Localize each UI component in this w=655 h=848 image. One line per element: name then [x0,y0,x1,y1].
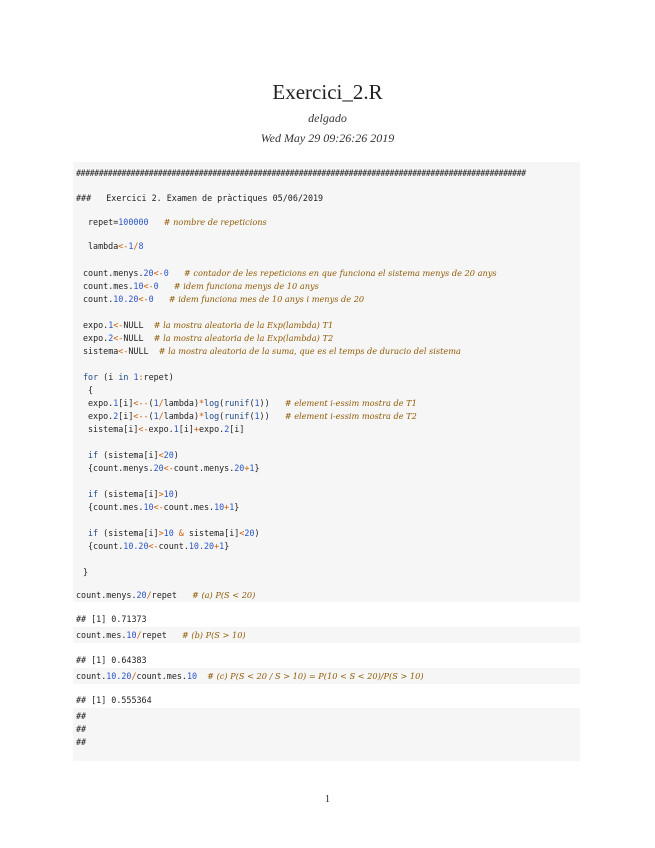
document-title: Exercici_2.R [272,80,383,104]
code-heading: ### Exercici 2. Examen de pràctiques 05/06/2019 [76,193,324,203]
page-number: 1 [325,794,330,805]
output-c: ## [1] 0.555364 [76,695,152,705]
code-line-count2: count.mes.10<-0 # idem funciona menys de 10 anys [83,281,319,291]
code-line-qb: count.mes.10/repet # (b) P(S > 10) [76,630,246,640]
code-line-qc: count.10.20/count.mes.10 # (c) P(S < 20 / S > 10) = P(10 < S < 20)/P(S > 10) [76,671,424,681]
code-line-if3-body: {count.10.20<-count.10.20+1} [88,541,230,551]
comment-expo2: # la mostra aleatoria de la Exp(lambda) T2 [153,333,334,343]
code-hash-rule: ################################################################################################### [76,168,526,178]
comment-qc: # (c) P(S < 20 / S > 10) = P(10 < S < 20)/P(S > 10) [207,671,424,681]
code-line-lambda: lambda<-1/8 [88,241,144,251]
code-line-loop1: expo.1[i]<--(1/lambda)*log(runif(1)) # element i-essim mostra de T1 [88,398,417,408]
output-empty-2: ## [76,724,87,734]
comment-count3: # idem funciona mes de 10 anys i menys de 20 [168,294,365,304]
code-line-qa: count.menys.20/repet # (a) P(S < 20) [76,590,256,600]
code-line-if3: if (sistema[i]>10 & sistema[i]<20) [88,528,260,538]
code-line-for: for (i in 1:repet) [83,372,174,382]
code-line-expo2: expo.2<-NULL # la mostra aleatoria de la Exp(lambda) T2 [83,333,334,343]
comment-loop1: # element i-essim mostra de T1 [284,398,417,408]
output-empty-3: ## [76,737,87,747]
comment-repet: # nombre de repeticions [163,217,267,227]
comment-loop2: # element i-essim mostra de T2 [284,411,417,421]
code-line-if2: if (sistema[i]>10) [88,489,179,499]
code-line-sistema: sistema<-NULL # la mostra aleatoria de la suma, que es el temps de duracio del sistema [83,346,461,356]
code-line-brace-open: { [88,385,94,395]
document-author: delgado [308,111,347,125]
code-line-count1: count.menys.20<-0 # contador de les repeticions en que funciona el sistema menys de 20 anys [83,268,497,278]
comment-sistema: # la mostra aleatoria de la suma, que es el temps de duracio del sistema [158,346,461,356]
code-line-if1: if (sistema[i]<20) [88,450,179,460]
output-b: ## [1] 0.64383 [76,655,147,665]
code-line-loop2: expo.2[i]<--(1/lambda)*log(runif(1)) # element i-essim mostra de T2 [88,411,417,421]
code-line-loop3: sistema[i]<-expo.1[i]+expo.2[i] [88,424,245,434]
comment-qa: # (a) P(S < 20) [192,590,256,600]
output-a: ## [1] 0.71373 [76,614,147,624]
comment-count1: # contador de les repeticions en que funciona el sistema menys de 20 anys [183,268,497,278]
code-line-count3: count.10.20<-0 # idem funciona mes de 10 anys i menys de 20 [83,294,365,304]
output-empty-1: ## [76,711,87,721]
code-line-if1-body: {count.menys.20<-count.menys.20+1} [88,463,260,473]
code-line-brace-close: } [83,567,89,577]
comment-expo1: # la mostra aleatoria de la Exp(lambda) T1 [153,320,334,330]
code-line-expo1: expo.1<-NULL # la mostra aleatoria de la Exp(lambda) T1 [83,320,334,330]
comment-count2: # idem funciona menys de 10 anys [173,281,319,291]
code-chunk-empty [73,708,580,761]
comment-qb: # (b) P(S > 10) [181,630,246,640]
code-line-repet: repet=100000 # nombre de repeticions [88,217,267,227]
code-line-if2-body: {count.mes.10<-count.mes.10+1} [88,502,240,512]
document-date: Wed May 29 09:26:26 2019 [260,131,395,145]
